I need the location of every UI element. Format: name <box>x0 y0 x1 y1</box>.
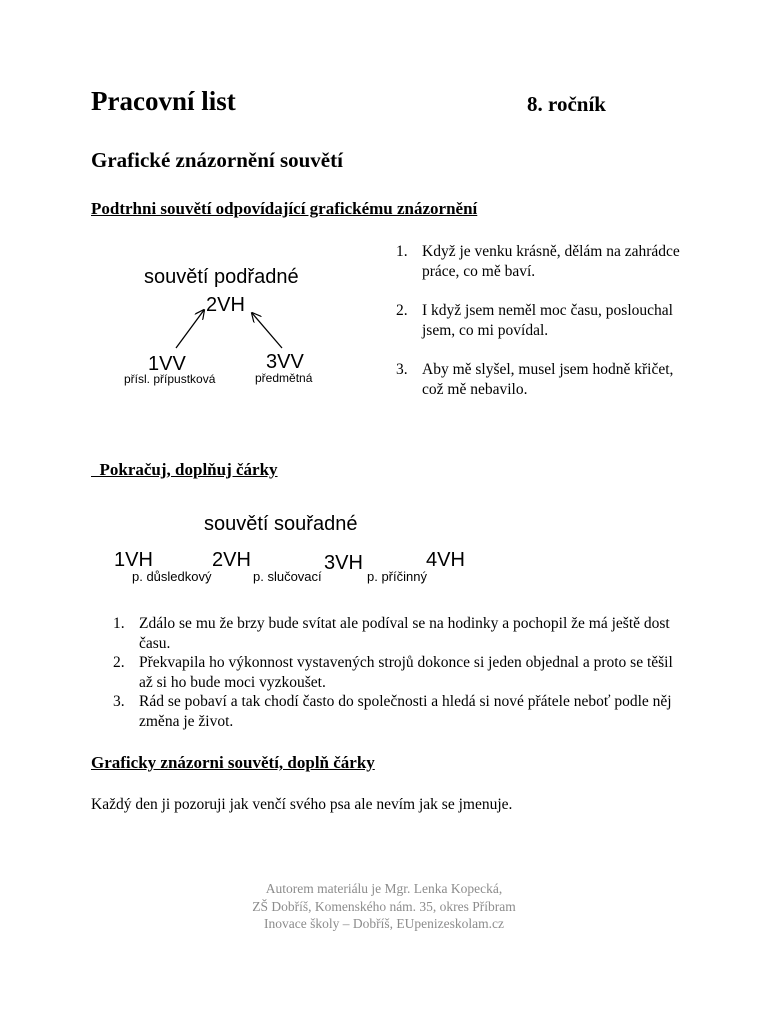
coordinate-clause-3-label: p. příčinný <box>367 569 427 584</box>
section3-heading: Graficky znázorni souvětí, doplň čárky <box>91 753 375 772</box>
list-item: 3. Rád se pobaví a tak chodí často do společnosti a hledá si nové přátele neboť podle něj změna je život. <box>113 693 672 730</box>
list-item: 1. Když je venku krásně, dělám na zahrádce práce, co mě baví. <box>396 243 680 280</box>
coordinate-diagram-title: souvětí souřadné <box>204 513 358 535</box>
list-item: 3. Aby mě slyšel, musel jsem hodně křičet, což mě nebavilo. <box>396 361 674 398</box>
arrow-right <box>252 313 282 348</box>
subordinate-diagram-right-clause: 3VV <box>266 351 304 373</box>
coordinate-clause-3: 3VH <box>324 552 363 574</box>
coordinate-clause-2: 2VH <box>212 549 251 571</box>
list-item: 2. I když jsem neměl moc času, poslouchal jsem, co mi povídal. <box>396 302 673 339</box>
coordinate-diagram <box>100 505 500 595</box>
list-item: 2. Překvapila ho výkonnost vystavených strojů dokonce si jeden objednal a proto se těšil až si ho bude moci vyzkoušet. <box>113 654 673 691</box>
page-title: Pracovní list <box>91 86 236 116</box>
grade-label: 8. ročník <box>527 92 606 116</box>
sentence-list-2 <box>113 614 673 731</box>
arrow-left <box>176 310 204 348</box>
coordinate-clause-4: 4VH <box>426 549 465 571</box>
footer-line-2: ZŠ Dobříš, Komenského nám. 35, okres Příbram <box>252 898 516 914</box>
footer-line-3: Inovace školy – Dobříš, EUpenizeskolam.cz <box>264 916 504 931</box>
coordinate-clause-1-label: p. důsledkový <box>132 569 212 584</box>
list-item: 1. Zdálo se mu že brzy bude svítat ale podíval se na hodinky a pochopil že má ještě dost času. <box>113 615 670 652</box>
coordinate-clause-2-label: p. slučovací <box>253 569 322 584</box>
coordinate-clause-1: 1VH <box>114 549 153 571</box>
sentence-list-1 <box>396 242 686 419</box>
footer <box>184 880 584 933</box>
page-subtitle: Grafické znázornění souvětí <box>91 148 343 172</box>
section1-heading: Podtrhni souvětí odpovídající grafickému znázornění <box>91 199 478 218</box>
subordinate-diagram-left-clause: 1VV <box>148 353 186 375</box>
subordinate-diagram <box>110 258 350 398</box>
section2-heading: Pokračuj, doplňuj čárky <box>91 460 278 479</box>
subordinate-diagram-title: souvětí podřadné <box>144 266 299 288</box>
footer-line-1: Autorem materiálu je Mgr. Lenka Kopecká, <box>265 881 503 896</box>
exercise-sentence: Každý den ji pozoruji jak venčí svého psa ale nevím jak se jmenuje. <box>91 796 513 813</box>
subordinate-diagram-right-label: předmětná <box>255 371 313 385</box>
subordinate-diagram-top-clause: 2VH <box>206 294 245 316</box>
subordinate-diagram-left-label: přísl. přípustková <box>124 372 216 386</box>
